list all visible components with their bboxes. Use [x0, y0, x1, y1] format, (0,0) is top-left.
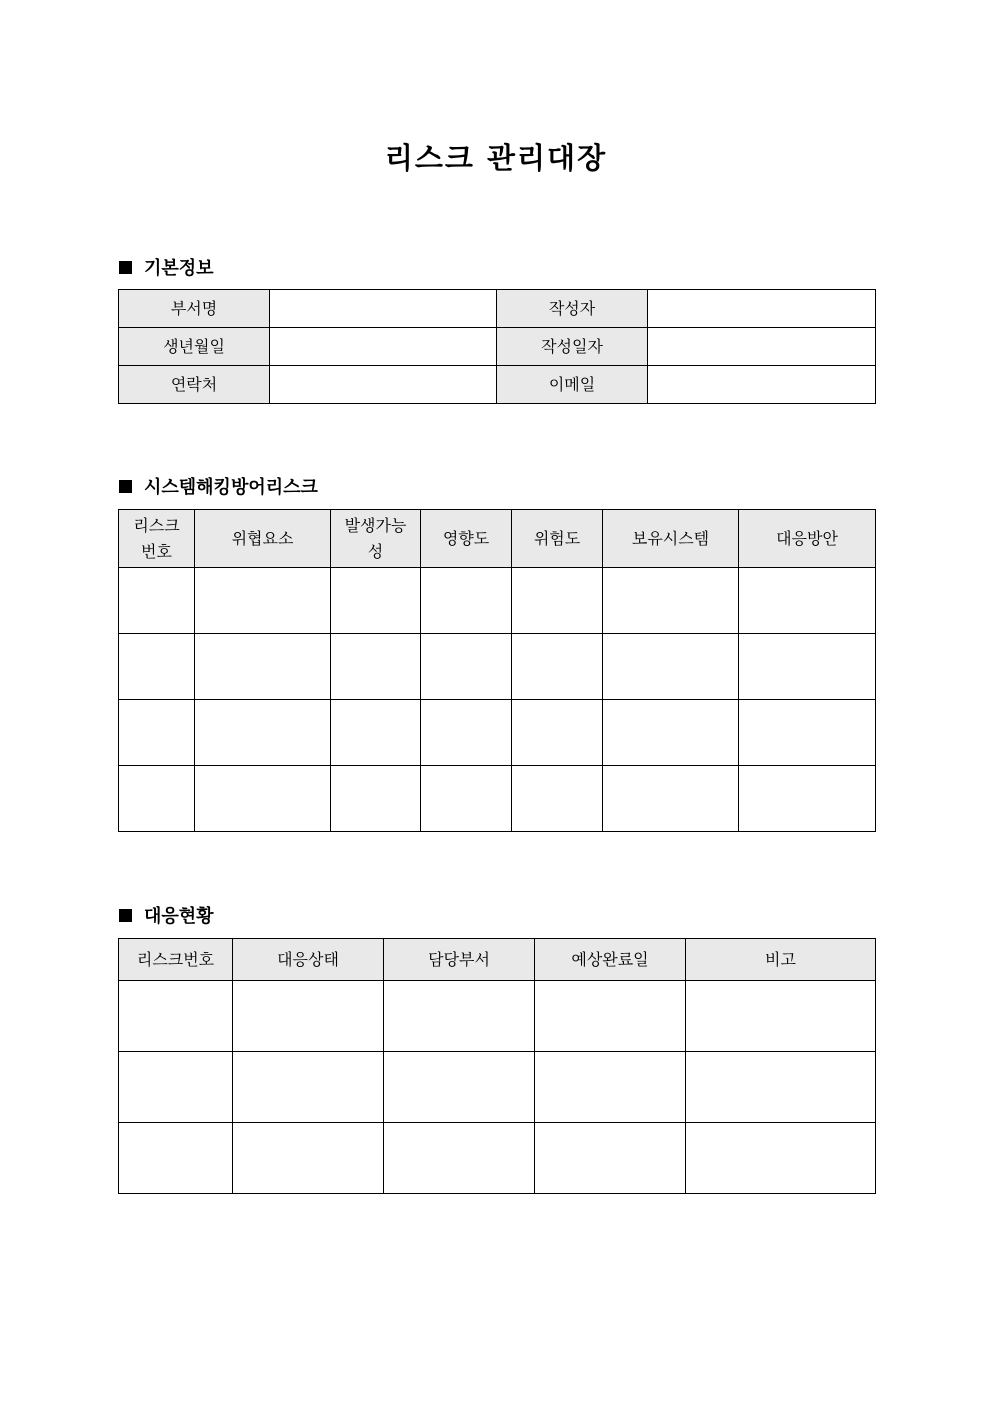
column-header-threat: 위협요소 — [195, 510, 331, 568]
table-cell[interactable] — [195, 634, 331, 700]
table-cell[interactable] — [739, 568, 876, 634]
table-cell[interactable] — [686, 981, 876, 1052]
field-label-written-date: 작성일자 — [497, 328, 648, 366]
table-cell[interactable] — [421, 700, 512, 766]
section-heading-basic-info — [119, 254, 214, 280]
section-heading-response — [119, 902, 214, 928]
table-cell[interactable] — [603, 568, 739, 634]
table-cell[interactable] — [421, 568, 512, 634]
table-cell[interactable] — [331, 634, 421, 700]
table-row — [119, 290, 876, 328]
table-cell[interactable] — [195, 568, 331, 634]
table-cell[interactable] — [331, 568, 421, 634]
table-cell[interactable] — [119, 1123, 233, 1194]
table-cell[interactable] — [384, 1123, 535, 1194]
square-bullet-icon — [119, 480, 132, 493]
column-header-risk-number: 리스크번호 — [119, 939, 233, 981]
column-header-risk-number: 리스크 번호 — [119, 510, 195, 568]
basic-info-table — [118, 289, 876, 404]
table-cell[interactable] — [535, 1123, 686, 1194]
table-row — [119, 1123, 876, 1194]
response-table — [118, 938, 876, 1194]
table-cell[interactable] — [421, 634, 512, 700]
table-row — [119, 568, 876, 634]
table-cell[interactable] — [739, 700, 876, 766]
table-cell[interactable] — [512, 700, 603, 766]
table-cell[interactable] — [119, 568, 195, 634]
table-cell[interactable] — [233, 981, 384, 1052]
field-label-email: 이메일 — [497, 366, 648, 404]
table-cell[interactable] — [195, 700, 331, 766]
square-bullet-icon — [119, 261, 132, 274]
contact-field[interactable] — [270, 366, 497, 404]
column-header-expected-completion: 예상완료일 — [535, 939, 686, 981]
email-field[interactable] — [648, 366, 876, 404]
table-cell[interactable] — [512, 634, 603, 700]
table-cell[interactable] — [119, 634, 195, 700]
table-cell[interactable] — [384, 981, 535, 1052]
table-header-row — [119, 939, 876, 981]
page-title: 리스크 관리대장 — [384, 141, 608, 175]
table-row — [119, 366, 876, 404]
table-cell[interactable] — [535, 1052, 686, 1123]
table-header-row — [119, 510, 876, 568]
column-header-remarks: 비고 — [686, 939, 876, 981]
table-cell[interactable] — [119, 766, 195, 832]
table-cell[interactable] — [512, 568, 603, 634]
column-header-likelihood: 발생가능 성 — [331, 510, 421, 568]
table-cell[interactable] — [739, 766, 876, 832]
table-cell[interactable] — [119, 1052, 233, 1123]
field-label-department: 부서명 — [119, 290, 270, 328]
table-row — [119, 1052, 876, 1123]
field-label-author: 작성자 — [497, 290, 648, 328]
table-cell[interactable] — [384, 1052, 535, 1123]
table-cell[interactable] — [603, 766, 739, 832]
table-cell[interactable] — [331, 766, 421, 832]
section-heading-label: 대응현황 — [144, 906, 214, 927]
section-heading-risk — [119, 473, 318, 499]
table-cell[interactable] — [686, 1052, 876, 1123]
table-cell[interactable] — [686, 1123, 876, 1194]
table-cell[interactable] — [535, 981, 686, 1052]
author-field[interactable] — [648, 290, 876, 328]
table-row — [119, 766, 876, 832]
table-cell[interactable] — [512, 766, 603, 832]
section-heading-label: 시스템해킹방어리스크 — [144, 477, 318, 498]
table-row — [119, 328, 876, 366]
field-label-contact: 연락처 — [119, 366, 270, 404]
written-date-field[interactable] — [648, 328, 876, 366]
table-row — [119, 634, 876, 700]
square-bullet-icon — [119, 909, 132, 922]
table-cell[interactable] — [603, 634, 739, 700]
department-field[interactable] — [270, 290, 497, 328]
table-cell[interactable] — [331, 700, 421, 766]
column-header-system: 보유시스템 — [603, 510, 739, 568]
field-label-birthdate: 생년월일 — [119, 328, 270, 366]
risk-table — [118, 509, 876, 832]
column-header-department: 담당부서 — [384, 939, 535, 981]
table-cell[interactable] — [421, 766, 512, 832]
table-cell[interactable] — [195, 766, 331, 832]
table-cell[interactable] — [233, 1123, 384, 1194]
column-header-countermeasure: 대응방안 — [739, 510, 876, 568]
table-row — [119, 981, 876, 1052]
birthdate-field[interactable] — [270, 328, 497, 366]
table-row — [119, 700, 876, 766]
column-header-impact: 영향도 — [421, 510, 512, 568]
table-cell[interactable] — [603, 700, 739, 766]
column-header-response-status: 대응상태 — [233, 939, 384, 981]
table-cell[interactable] — [119, 981, 233, 1052]
section-heading-label: 기본정보 — [144, 258, 214, 279]
table-cell[interactable] — [233, 1052, 384, 1123]
table-cell[interactable] — [739, 634, 876, 700]
table-cell[interactable] — [119, 700, 195, 766]
column-header-risk-level: 위험도 — [512, 510, 603, 568]
